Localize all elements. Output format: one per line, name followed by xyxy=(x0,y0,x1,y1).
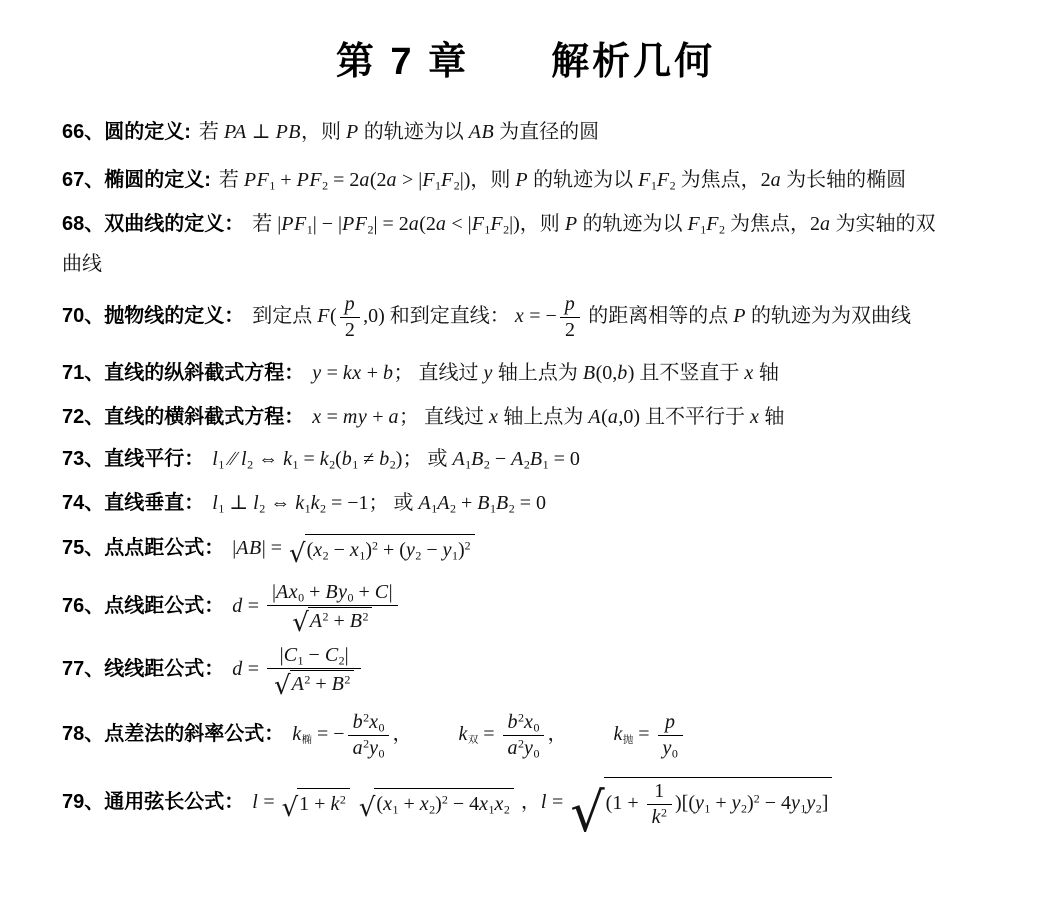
item-79-formula: l = √ $1 + k^2$ √ $(x_1 + x_2)^2 - 4x_1x_2$ ，l = √ (1 + $\frac{1}{k^2}$ )$[(y_1 + y_2)^2 - 4y_1y_2]$ xyxy=(252,791,834,813)
formula-row-73 xyxy=(62,446,1021,473)
formula-row-70 xyxy=(62,293,1021,342)
item-76-label: 76、点线距公式： xyxy=(62,594,225,617)
formula-row-77 xyxy=(62,644,1021,701)
formula-row-74 xyxy=(62,490,1021,517)
item-78-label: 78、点差法的斜率公式： xyxy=(62,723,285,746)
item-77-label: 77、线线距公式： xyxy=(62,657,225,680)
item-75-label: 75、点点距公式： xyxy=(62,536,225,559)
item-74-formula: $l_1$ ⊥ $l_2$ ⇔ $k_1k_2 = -1$； 或 $A_1A_2 + B_1B_2 = 0$ xyxy=(212,492,546,516)
item-76-formula: d = $|Ax_0 + By_0 + C|$ √ $A^2 + B^2$ xyxy=(232,595,400,617)
item-70-label: 70、抛物线的定义： xyxy=(62,305,245,328)
formula-row-68-continuation xyxy=(62,251,1021,278)
item-78-formula: $k_椭$ = − $\frac{b^2x_0}{a^2y_0}$ ， $k_双$ = $\frac{b^2x_0}{a^2y_0}$ ， $k_抛$ = $\frac{p}{y_0}$ xyxy=(292,723,686,745)
formula-row-68 xyxy=(62,211,1021,238)
formula-row-79 xyxy=(62,777,1021,844)
item-77-formula: d = $|C_1 - C_2|$ √ $A^2 + B^2$ xyxy=(232,658,364,680)
item-67-formula: 若 $PF_1 + PF_2 = 2a(2a > |F_1F_2|)$，则 P 的轨迹为以 $F_1F_2$ 为焦点，2a 为长轴的椭圆 xyxy=(218,169,907,193)
formula-row-75 xyxy=(62,534,1021,569)
formula-row-78 xyxy=(62,711,1021,760)
item-71-label: 71、直线的纵斜截式方程： xyxy=(62,362,305,384)
item-68-formula-continuation: 曲线 xyxy=(62,253,102,275)
formula-row-72 xyxy=(62,404,1021,431)
item-79-label: 79、通用弦长公式： xyxy=(62,790,245,813)
item-73-label: 73、直线平行： xyxy=(62,448,205,470)
item-68-label: 68、双曲线的定义： xyxy=(62,213,245,235)
item-72-label: 72、直线的横斜截式方程： xyxy=(62,406,305,428)
item-74-label: 74、直线垂直： xyxy=(62,492,205,514)
formula-row-71 xyxy=(62,360,1021,387)
formula-list xyxy=(0,119,1051,844)
formula-row-67 xyxy=(62,167,1021,194)
item-73-formula: $l_1$ ∕∕ $l_2$ ⇔ $k_1 = k_2(b_1 \ne b_2)$； 或 $A_1B_2 - A_2B_1 = 0$ xyxy=(212,448,580,472)
formula-row-66 xyxy=(62,119,1021,146)
item-70-formula: 到定点 F( $\frac{p}{2}$ ,0) 和到定直线： x = − $\frac{p}{2}$ 的距离相等的点 P 的轨迹为为双曲线 xyxy=(252,293,911,341)
item-66-formula: 若 PA ⊥ PB，则 P 的轨迹为以 AB 为直径的圆 xyxy=(198,121,600,143)
page-title: 第 7 章 解析几何 xyxy=(335,41,716,83)
formula-row-76 xyxy=(62,581,1021,638)
item-66-label: 66、圆的定义: xyxy=(62,121,191,143)
item-75-formula: |AB| = √ $(x_2 - x_1)^2 + (y_2 - y_1)^2$ xyxy=(232,537,476,559)
item-71-formula: y = kx + b； 直线过 y 轴上点为 B(0,b) 且不竖直于 x 轴 xyxy=(312,362,779,384)
item-72-formula: x = my + a； 直线过 x 轴上点为 A(a,0) 且不平行于 x 轴 xyxy=(312,406,785,428)
item-68-formula: 若 $|PF_1| - |PF_2| = 2a(2a < |F_1F_2|)$，则 P 的轨迹为以 $F_1F_2$ 为焦点，2a 为实轴的双 xyxy=(252,213,936,237)
item-67-label: 67、椭圆的定义: xyxy=(62,169,211,191)
